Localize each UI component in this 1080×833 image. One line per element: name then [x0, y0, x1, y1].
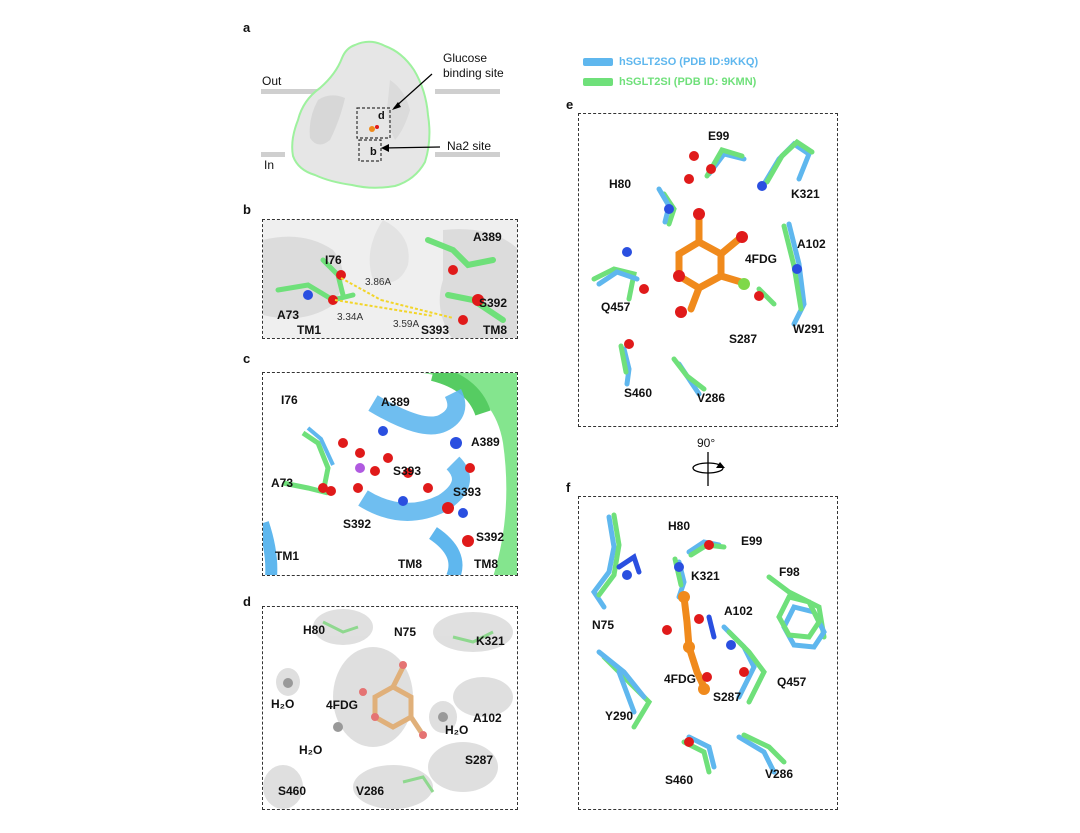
d-label-h2o-2: H₂O: [445, 723, 469, 737]
f-label-q457: Q457: [777, 675, 807, 689]
distance-1: 3.86A: [365, 277, 392, 288]
c-label-i76: I76: [281, 393, 298, 407]
panel-letter-a: a: [243, 20, 251, 35]
na2-site-label: Na2 site: [447, 139, 492, 153]
c-label-s392-so: S392: [343, 517, 372, 531]
c-label-a389-so: A389: [381, 395, 410, 409]
label-i76: I76: [325, 253, 342, 267]
glucose-site-label: Glucose binding site: [443, 51, 504, 80]
d-label-a102: A102: [473, 711, 502, 725]
panel-d: [262, 606, 518, 810]
label-a389: A389: [473, 230, 502, 244]
panel-letter-f: f: [566, 480, 571, 495]
panel-letter-c: c: [243, 351, 251, 366]
box-b-label: b: [370, 146, 377, 158]
f-label-h80: H80: [668, 519, 691, 533]
c-label-s392-si: S392: [476, 530, 505, 544]
c-label-tm8-so: TM8: [398, 557, 422, 571]
box-d-label: d: [378, 110, 385, 122]
e-label-a102: A102: [797, 237, 826, 251]
f-label-f98: F98: [779, 565, 800, 579]
label-tm1: TM1: [297, 323, 321, 337]
panel-letter-d: d: [243, 594, 251, 609]
d-label-h2o-3: H₂O: [299, 743, 323, 757]
legend-text-so: hSGLT2SO (PDB ID:9KKQ): [619, 56, 759, 68]
panel-a-in-label: In: [264, 158, 275, 172]
e-label-h80: H80: [609, 177, 632, 191]
distance-2: 3.34A: [337, 312, 364, 323]
c-label-tm1: TM1: [275, 549, 299, 563]
d-label-h2o-1: H₂O: [271, 697, 295, 711]
distance-3: 3.59A: [393, 319, 420, 330]
d-label-n75: N75: [394, 625, 417, 639]
panel-letter-e: e: [566, 97, 574, 112]
f-label-n75: N75: [592, 618, 615, 632]
e-label-s460: S460: [624, 386, 653, 400]
d-label-h80: H80: [303, 623, 326, 637]
f-label-4fdg: 4FDG: [664, 672, 697, 686]
f-label-s460: S460: [665, 773, 694, 787]
e-label-s287: S287: [729, 332, 758, 346]
panel-e: [578, 113, 838, 427]
d-label-4fdg: 4FDG: [326, 698, 359, 712]
f-label-a102: A102: [724, 604, 753, 618]
label-a73: A73: [277, 308, 300, 322]
c-label-a389-si: A389: [471, 435, 500, 449]
e-label-e99: E99: [708, 129, 730, 143]
label-s392: S392: [479, 296, 508, 310]
f-label-e99: E99: [741, 534, 763, 548]
f-label-k321: K321: [691, 569, 720, 583]
d-label-s460: S460: [278, 784, 307, 798]
d-label-k321: K321: [476, 634, 505, 648]
panel-a-out-label: Out: [262, 74, 282, 88]
f-label-y290: Y290: [605, 709, 634, 723]
label-tm8: TM8: [483, 323, 507, 337]
panel-b: [262, 219, 518, 339]
e-label-4fdg: 4FDG: [745, 252, 778, 266]
e-label-w291: W291: [793, 322, 825, 336]
label-s393: S393: [421, 323, 450, 337]
c-label-s393-si: S393: [453, 485, 482, 499]
legend-text-si: hSGLT2SI (PDB ID: 9KMN): [619, 76, 757, 88]
panel-letter-b: b: [243, 202, 251, 217]
panel-f: [578, 496, 838, 810]
rotation-label: 90°: [697, 436, 716, 450]
c-label-tm8-si: TM8: [474, 557, 498, 571]
e-label-k321: K321: [791, 187, 820, 201]
e-label-v286: V286: [697, 391, 726, 405]
c-label-a73: A73: [271, 476, 294, 490]
d-label-v286: V286: [356, 784, 385, 798]
f-label-s287: S287: [713, 690, 742, 704]
e-label-q457: Q457: [601, 300, 631, 314]
f-label-v286: V286: [765, 767, 794, 781]
d-label-s287: S287: [465, 753, 494, 767]
panel-c: [262, 372, 518, 576]
c-label-s393-so: S393: [393, 464, 422, 478]
